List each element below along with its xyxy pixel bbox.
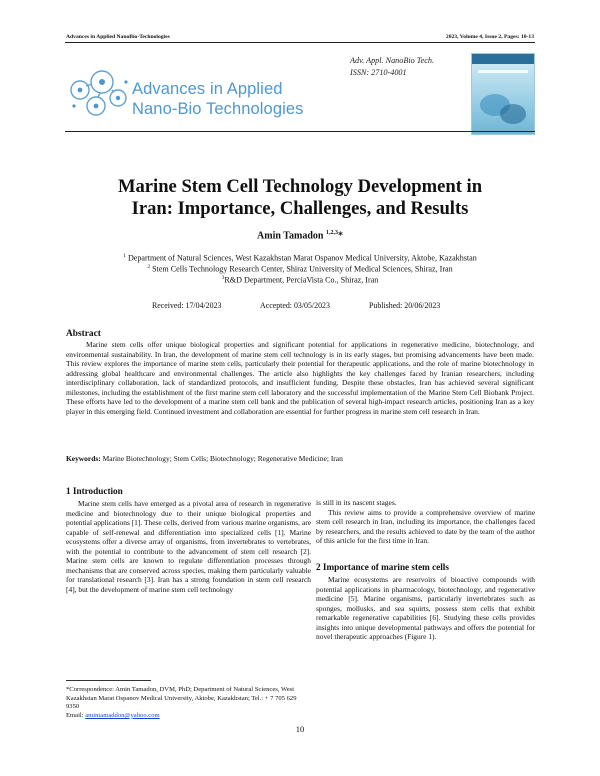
header-rule <box>65 42 535 43</box>
logo-line-2: Nano-Bio Technologies <box>132 100 304 118</box>
section-2-column <box>316 575 535 642</box>
logo-line-1: Advances in Applied <box>132 80 283 98</box>
running-issue-info: 2023, Volume 4, Issue 2, Pages: 10-13 <box>445 34 534 40</box>
corresponding-mark: * <box>337 230 343 242</box>
intro-paragraph-2: This review aims to provide a comprehensive overview of marine stem cell research in Iran, including its importance, the challenges faced by researchers, and the results achieved to date by the team of the author of this article for the first time in Iran. <box>316 507 535 545</box>
masthead-rule <box>65 131 535 132</box>
correspondence-footnote <box>66 686 311 720</box>
intro-paragraph-1: Marine stem cells have emerged as a pivotal area of research in regenerative medicine and biotechnology due to their unique biological properties and potential applications [1]. These cells, derived from various marine organisms, are capable of self-renewal and differentiation into specialized cells [1]. Marine ecosystems offer a diverse array of organisms, from invertebrates to vertebrates, with the potential to contribute to the advancement of stem cell research [2]. Marine stem cells are known to regulate differentiation processes through mechanisms that are conserved across species, making them particularly valuable for translational research [3]. Iran has a strong foundation in stem cell research [4], but the development of marine stem cell technology <box>66 499 311 594</box>
published-date: Published: 20/06/2023 <box>369 301 441 310</box>
footnote-text: *Correspondence: Amin Tamadon, DVM, PhD; Department of Natural Sciences, West Kazakhstan Marat Ospanov Medical University, Aktobe, Kazakhstan; Tel.: + 7 705 629 9350 <box>66 686 297 711</box>
issn: ISSN: 2710-4001 <box>350 68 407 77</box>
section-1-heading: 1 Introduction <box>66 486 123 496</box>
section-1-right-column <box>316 498 535 546</box>
keywords-label: Keywords: <box>66 454 101 463</box>
author-line <box>60 230 540 241</box>
article-title <box>60 176 540 220</box>
journal-cover-thumbnail <box>471 53 535 135</box>
abstract-text: Marine stem cells offer unique biological properties and significant potential for applications in regenerative medicine, biotechnology, and environmental sustainability. In Iran, the development of marine stem cell technology is in its early stages, but promising advancements have been made. This review explores the importance of marine stem cells, particularly their potential for therapeutic applications, and the role of marine biotechnology in addressing global healthcare and environmental challenges. The article also highlights the key challenges faced by Iranian researchers, including interdisciplinary collaboration, lack of standardized protocols, and insufficient funding. Despite these obstacles, Iran has achieved several significant milestones, including the establishment of the first marine stem cell laboratory and the successful implementation of the Marine Stem Cell Biobank Project. These efforts have led to the development of a marine stem cell bank and the publication of several high-impact research articles, positioning Iran as a key player in this emerging field. Continued investment and collaboration are essential for further progress in marine stem cell research in Iran. <box>66 340 534 416</box>
affiliation-1: $^1$ Department of Natural Sciences, West Kazakhstan Marat Ospanov Medical University, Aktobe, Kazakhstan <box>123 253 477 263</box>
affiliation-2: $^2$ Stem Cells Technology Research Center, Shiraz University of Medical Sciences, Shiraz, Iran <box>147 264 453 274</box>
journal-logo <box>66 60 316 130</box>
affiliation-3: $^3$R&D Department, PerciaVista Co., Shiraz, Iran <box>221 275 379 285</box>
keywords <box>66 454 534 463</box>
email-link[interactable]: amintamaddon@yahoo.com <box>85 711 160 719</box>
title-line-1: Marine Stem Cell Technology Development in <box>117 176 483 197</box>
section-1-left-column <box>66 499 311 594</box>
molecule-logo-icon <box>66 60 136 130</box>
section-2-heading: 2 Importance of marine stem cells <box>316 562 449 572</box>
keywords-list: Marine Biotechnology; Stem Cells; Biotechnology; Regenerative Medicine; Iran <box>102 454 343 463</box>
abstract-heading: Abstract <box>66 329 101 339</box>
running-journal-title: Advances in Applied NanoBio-Technologies <box>66 34 170 40</box>
title-line-2: Iran: Importance, Challenges, and Results <box>131 198 469 219</box>
accepted-date: Accepted: 03/05/2023 <box>260 301 330 310</box>
importance-paragraph-1: Marine ecosystems are reservoirs of bioactive compounds with potential applications in pharmacology, biotechnology, and regenerative medicine [5]. Marine organisms, particularly invertebrates such as sponges, mollusks, and sea squirts, possess stem cells that exhibit remarkable regenerative capabilities [6]. Studying these cells provides insights into unique developmental pathways and offers the potential for novel therapeutic approaches (Figure 1). <box>316 575 535 641</box>
author-name: Amin Tamadon <box>257 230 324 242</box>
intro-continuation: is still in its nascent stages. <box>316 498 397 507</box>
footnote-rule <box>66 680 151 681</box>
author-affiliation-marks: 1,2,3 <box>325 230 338 236</box>
page-number: 10 <box>295 724 305 734</box>
citation-abbrev: Adv. Appl. NanoBio Tech. <box>350 56 434 65</box>
email-label: Email: <box>66 711 84 719</box>
received-date: Received: 17/04/2023 <box>152 301 222 310</box>
